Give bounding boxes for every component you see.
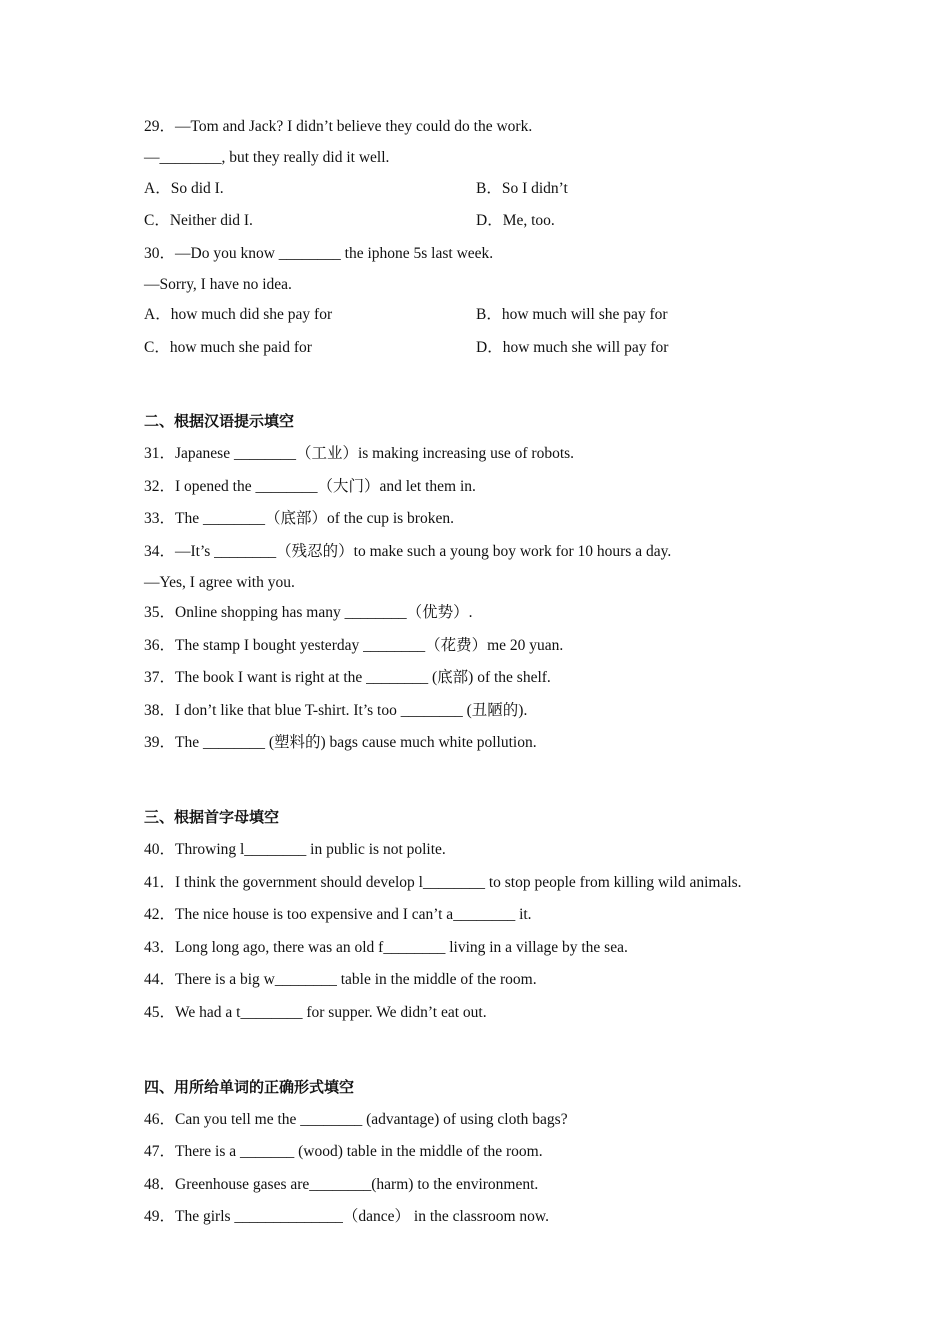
q29-stem: 29．—Tom and Jack? I didn’t believe they could do the work. bbox=[144, 118, 533, 135]
q44: 44．There is a big w________ table in the middle of the room. bbox=[144, 971, 537, 988]
q29-option-b: B．So I didn’t bbox=[476, 180, 568, 197]
q29-option-c: C．Neither did I. bbox=[144, 212, 253, 229]
q41: 41．I think the government should develop l________ to stop people from killing wild animals. bbox=[144, 874, 742, 891]
q36: 36．The stamp I bought yesterday ________（花费）me 20 yuan. bbox=[144, 637, 564, 654]
q30-reply: —Sorry, I have no idea. bbox=[144, 276, 292, 293]
q39: 39．The ________ (塑料的) bags cause much white pollution. bbox=[144, 734, 537, 751]
q38: 38．I don’t like that blue T-shirt. It’s too ________ (丑陋的). bbox=[144, 702, 528, 719]
q34: 34．—It’s ________（残忍的）to make such a young boy work for 10 hours a day. bbox=[144, 543, 672, 560]
q35: 35．Online shopping has many ________（优势）. bbox=[144, 604, 473, 621]
q30-option-b: B．how much will she pay for bbox=[476, 306, 668, 323]
q33: 33．The ________（底部）of the cup is broken. bbox=[144, 510, 454, 527]
q29-option-a: A．So did I. bbox=[144, 180, 224, 197]
q49: 49．The girls ______________（dance） in the classroom now. bbox=[144, 1208, 549, 1225]
section3-title: 三、根据首字母填空 bbox=[144, 808, 280, 826]
q29-option-d: D．Me, too. bbox=[476, 212, 555, 229]
section4-title: 四、用所给单词的正确形式填空 bbox=[144, 1078, 355, 1096]
q32: 32．I opened the ________（大门）and let them in. bbox=[144, 478, 476, 495]
q43: 43．Long long ago, there was an old f________ living in a village by the sea. bbox=[144, 939, 628, 956]
q37: 37．The book I want is right at the ________ (底部) of the shelf. bbox=[144, 669, 551, 686]
q47: 47．There is a _______ (wood) table in the middle of the room. bbox=[144, 1143, 543, 1160]
q40: 40．Throwing l________ in public is not polite. bbox=[144, 841, 446, 858]
q42: 42．The nice house is too expensive and I can’t a________ it. bbox=[144, 906, 532, 923]
q30-stem: 30．—Do you know ________ the iphone 5s last week. bbox=[144, 245, 494, 262]
q30-option-a: A．how much did she pay for bbox=[144, 306, 333, 323]
q48: 48．Greenhouse gases are________(harm) to the environment. bbox=[144, 1176, 539, 1193]
q46: 46．Can you tell me the ________ (advantage) of using cloth bags? bbox=[144, 1111, 568, 1128]
q29-reply: —________, but they really did it well. bbox=[144, 149, 390, 166]
q30-option-d: D．how much she will pay for bbox=[476, 339, 669, 356]
section2-title: 二、根据汉语提示填空 bbox=[144, 412, 295, 430]
q34-reply: —Yes, I agree with you. bbox=[144, 574, 295, 591]
q31: 31．Japanese ________（工业）is making increasing use of robots. bbox=[144, 445, 575, 462]
q30-option-c: C．how much she paid for bbox=[144, 339, 312, 356]
q45: 45．We had a t________ for supper. We didn’t eat out. bbox=[144, 1004, 487, 1021]
